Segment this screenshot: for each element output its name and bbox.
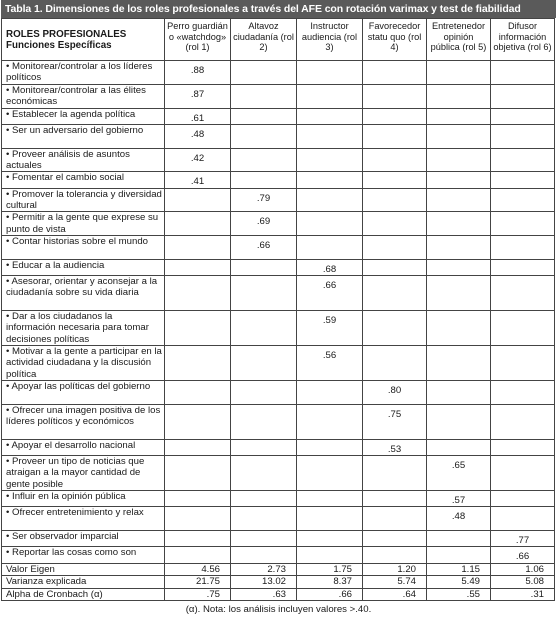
stat-value: 1.20 (363, 563, 427, 576)
loading-cell (427, 148, 491, 172)
loading-cell (427, 259, 491, 275)
loading-cell (165, 404, 231, 439)
table-row (2, 346, 555, 381)
stat-value: .64 (363, 588, 427, 601)
stat-label: Varianza explicada (2, 576, 165, 589)
loading-cell (427, 84, 491, 108)
stats-row (2, 576, 555, 589)
function-label: • Proveer un tipo de noticias que atraigan a la mayor cantidad de gente posible (2, 456, 165, 491)
stat-label: Alpha de Cronbach (α) (2, 588, 165, 601)
loading-cell (165, 188, 231, 212)
loading-cell (491, 491, 555, 507)
stat-value: 2.73 (231, 563, 297, 576)
function-label: • Ofrecer entretenimiento y relax (2, 507, 165, 531)
loading-cell (363, 236, 427, 260)
loading-cell (363, 259, 427, 275)
loading-cell: .88 (165, 61, 231, 85)
loading-cell: .68 (297, 259, 363, 275)
loading-cell (491, 381, 555, 405)
function-label: • Monitorear/controlar a los líderes políticos (2, 61, 165, 85)
loading-cell: .87 (165, 84, 231, 108)
loading-cell (363, 491, 427, 507)
loading-cell (297, 61, 363, 85)
loading-cell (231, 61, 297, 85)
loading-cell (491, 124, 555, 148)
table-row (2, 439, 555, 455)
loading-cell (165, 236, 231, 260)
table-row (2, 236, 555, 260)
stat-value: 1.15 (427, 563, 491, 576)
stat-value: 5.49 (427, 576, 491, 589)
stat-value: .66 (297, 588, 363, 601)
column-header-rol6: Difusor información objetiva (rol 6) (491, 19, 555, 61)
loading-cell (297, 172, 363, 188)
loading-cell (427, 276, 491, 311)
factor-table (1, 18, 555, 601)
stats-row (2, 588, 555, 601)
loading-cell (363, 346, 427, 381)
loading-cell (363, 212, 427, 236)
table-row (2, 188, 555, 212)
function-label: • Contar historias sobre el mundo (2, 236, 165, 260)
roles-header-line1: ROLES PROFESIONALES (6, 29, 127, 40)
loading-cell (165, 276, 231, 311)
loading-cell (427, 547, 491, 563)
loading-cell: .41 (165, 172, 231, 188)
loading-cell: .53 (363, 439, 427, 455)
loading-cell (491, 439, 555, 455)
function-label: • Dar a los ciudadanos la información necesaria para tomar decisiones políticas (2, 311, 165, 346)
column-header-rol2: Altavoz ciudadanía (rol 2) (231, 19, 297, 61)
loading-cell (297, 84, 363, 108)
loading-cell (231, 346, 297, 381)
loading-cell: .59 (297, 311, 363, 346)
loading-cell (231, 507, 297, 531)
loading-cell (491, 259, 555, 275)
table-title: Tabla 1. Dimensiones de los roles profesionales a través del AFE con rotación varimax y test de fiabilidad (1, 0, 556, 18)
loading-cell (363, 148, 427, 172)
loading-cell (231, 491, 297, 507)
loading-cell (427, 172, 491, 188)
loading-cell (165, 439, 231, 455)
loading-cell (297, 507, 363, 531)
loading-cell: .79 (231, 188, 297, 212)
stat-value: 5.08 (491, 576, 555, 589)
loading-cell (427, 311, 491, 346)
loading-cell (363, 311, 427, 346)
table-row (2, 172, 555, 188)
roles-header-line2: Funciones Específicas (6, 39, 112, 51)
column-header-rol1: Perro guardián o «watchdog» (rol 1) (165, 19, 231, 61)
loading-cell: .42 (165, 148, 231, 172)
loading-cell (427, 404, 491, 439)
loading-cell (363, 188, 427, 212)
table-row (2, 547, 555, 563)
loading-cell: .75 (363, 404, 427, 439)
loading-cell (491, 456, 555, 491)
loading-cell: .57 (427, 491, 491, 507)
loading-cell (231, 311, 297, 346)
loading-cell (297, 491, 363, 507)
loading-cell (231, 456, 297, 491)
loading-cell (165, 456, 231, 491)
roles-header (2, 19, 165, 61)
loading-cell (363, 531, 427, 547)
stat-value: 1.06 (491, 563, 555, 576)
loading-cell (491, 188, 555, 212)
stat-value: 8.37 (297, 576, 363, 589)
loading-cell (165, 547, 231, 563)
loading-cell (427, 346, 491, 381)
loading-cell (427, 188, 491, 212)
loading-cell (491, 311, 555, 346)
loading-cell: .80 (363, 381, 427, 405)
loading-cell (231, 124, 297, 148)
loading-cell (165, 346, 231, 381)
loading-cell: .77 (491, 531, 555, 547)
stat-value: .63 (231, 588, 297, 601)
table-row (2, 507, 555, 531)
loading-cell: .61 (165, 108, 231, 124)
loading-cell (297, 124, 363, 148)
loading-cell (491, 507, 555, 531)
stat-value: 13.02 (231, 576, 297, 589)
loading-cell (363, 172, 427, 188)
column-header-rol5: Entretenedor opinión pública (rol 5) (427, 19, 491, 61)
loading-cell (297, 148, 363, 172)
loading-cell (165, 311, 231, 346)
loading-cell (165, 259, 231, 275)
loading-cell (427, 124, 491, 148)
loading-cell (165, 381, 231, 405)
loading-cell (363, 124, 427, 148)
loading-cell (165, 212, 231, 236)
loading-cell (491, 61, 555, 85)
table-body (2, 61, 555, 601)
loading-cell (231, 276, 297, 311)
function-label: • Influir en la opinión pública (2, 491, 165, 507)
table-row (2, 148, 555, 172)
table-row (2, 456, 555, 491)
loading-cell (427, 212, 491, 236)
function-label: • Reportar las cosas como son (2, 547, 165, 563)
loading-cell: .48 (165, 124, 231, 148)
function-label: • Proveer análisis de asuntos actuales (2, 148, 165, 172)
function-label: • Motivar a la gente a participar en la actividad ciudadana y la discusión política (2, 346, 165, 381)
table-row (2, 212, 555, 236)
function-label: • Educar a la audiencia (2, 259, 165, 275)
loading-cell (491, 108, 555, 124)
loading-cell (231, 531, 297, 547)
function-label: • Fomentar el cambio social (2, 172, 165, 188)
loading-cell (297, 547, 363, 563)
table-note: (α). Nota: los análisis incluyen valores >.40. (185, 604, 372, 616)
table-row (2, 381, 555, 405)
loading-cell (491, 404, 555, 439)
table-row (2, 531, 555, 547)
loading-cell (231, 547, 297, 563)
table-row (2, 84, 555, 108)
loading-cell (427, 108, 491, 124)
loading-cell (165, 507, 231, 531)
loading-cell: .66 (231, 236, 297, 260)
loading-cell (165, 531, 231, 547)
function-label: • Ser un adversario del gobierno (2, 124, 165, 148)
loading-cell (231, 404, 297, 439)
loading-cell (231, 259, 297, 275)
loading-cell: .48 (427, 507, 491, 531)
table-row (2, 108, 555, 124)
loading-cell (363, 456, 427, 491)
header-row (2, 19, 555, 61)
table-row (2, 404, 555, 439)
loading-cell (297, 212, 363, 236)
loading-cell (231, 439, 297, 455)
loading-cell: .69 (231, 212, 297, 236)
column-header-rol3: Instructor audiencia (rol 3) (297, 19, 363, 61)
loading-cell (297, 456, 363, 491)
loading-cell (363, 84, 427, 108)
stat-value: 1.75 (297, 563, 363, 576)
function-label: • Apoyar el desarrollo nacional (2, 439, 165, 455)
function-label: • Apoyar las políticas del gobierno (2, 381, 165, 405)
loading-cell: .65 (427, 456, 491, 491)
loading-cell (491, 236, 555, 260)
loading-cell (231, 148, 297, 172)
loading-cell (297, 236, 363, 260)
loading-cell (491, 148, 555, 172)
function-label: • Establecer la agenda política (2, 108, 165, 124)
table-figure (1, 0, 556, 615)
stat-label: Valor Eigen (2, 563, 165, 576)
function-label: • Promover la tolerancia y diversidad cultural (2, 188, 165, 212)
function-label: • Ofrecer una imagen positiva de los líderes políticos y económicos (2, 404, 165, 439)
function-label: • Monitorear/controlar a las élites económicas (2, 84, 165, 108)
loading-cell (165, 491, 231, 507)
loading-cell (427, 381, 491, 405)
loading-cell (491, 172, 555, 188)
function-label: • Permitir a la gente que exprese su punto de vista (2, 212, 165, 236)
loading-cell (363, 547, 427, 563)
table-row (2, 61, 555, 85)
loading-cell (231, 172, 297, 188)
loading-cell (297, 108, 363, 124)
function-label: • Ser observador imparcial (2, 531, 165, 547)
stat-value: .55 (427, 588, 491, 601)
table-row (2, 259, 555, 275)
stat-value: .75 (165, 588, 231, 601)
loading-cell (363, 61, 427, 85)
loading-cell (297, 531, 363, 547)
stats-row (2, 563, 555, 576)
loading-cell (363, 276, 427, 311)
loading-cell (297, 439, 363, 455)
loading-cell (427, 439, 491, 455)
stat-value: .31 (491, 588, 555, 601)
loading-cell (363, 108, 427, 124)
loading-cell (297, 188, 363, 212)
loading-cell (427, 61, 491, 85)
loading-cell (427, 236, 491, 260)
stat-value: 21.75 (165, 576, 231, 589)
loading-cell (231, 84, 297, 108)
loading-cell: .66 (297, 276, 363, 311)
loading-cell (231, 108, 297, 124)
table-row (2, 124, 555, 148)
loading-cell (297, 404, 363, 439)
loading-cell (363, 507, 427, 531)
table-row (2, 311, 555, 346)
table-row (2, 276, 555, 311)
loading-cell (491, 276, 555, 311)
column-header-rol4: Favorecedor statu quo (rol 4) (363, 19, 427, 61)
loading-cell (427, 531, 491, 547)
loading-cell (297, 381, 363, 405)
stat-value: 4.56 (165, 563, 231, 576)
loading-cell (231, 381, 297, 405)
table-row (2, 491, 555, 507)
stat-value: 5.74 (363, 576, 427, 589)
function-label: • Asesorar, orientar y aconsejar a la ciudadanía sobre su vida diaria (2, 276, 165, 311)
loading-cell (491, 212, 555, 236)
loading-cell: .66 (491, 547, 555, 563)
loading-cell (491, 346, 555, 381)
loading-cell (491, 84, 555, 108)
loading-cell: .56 (297, 346, 363, 381)
